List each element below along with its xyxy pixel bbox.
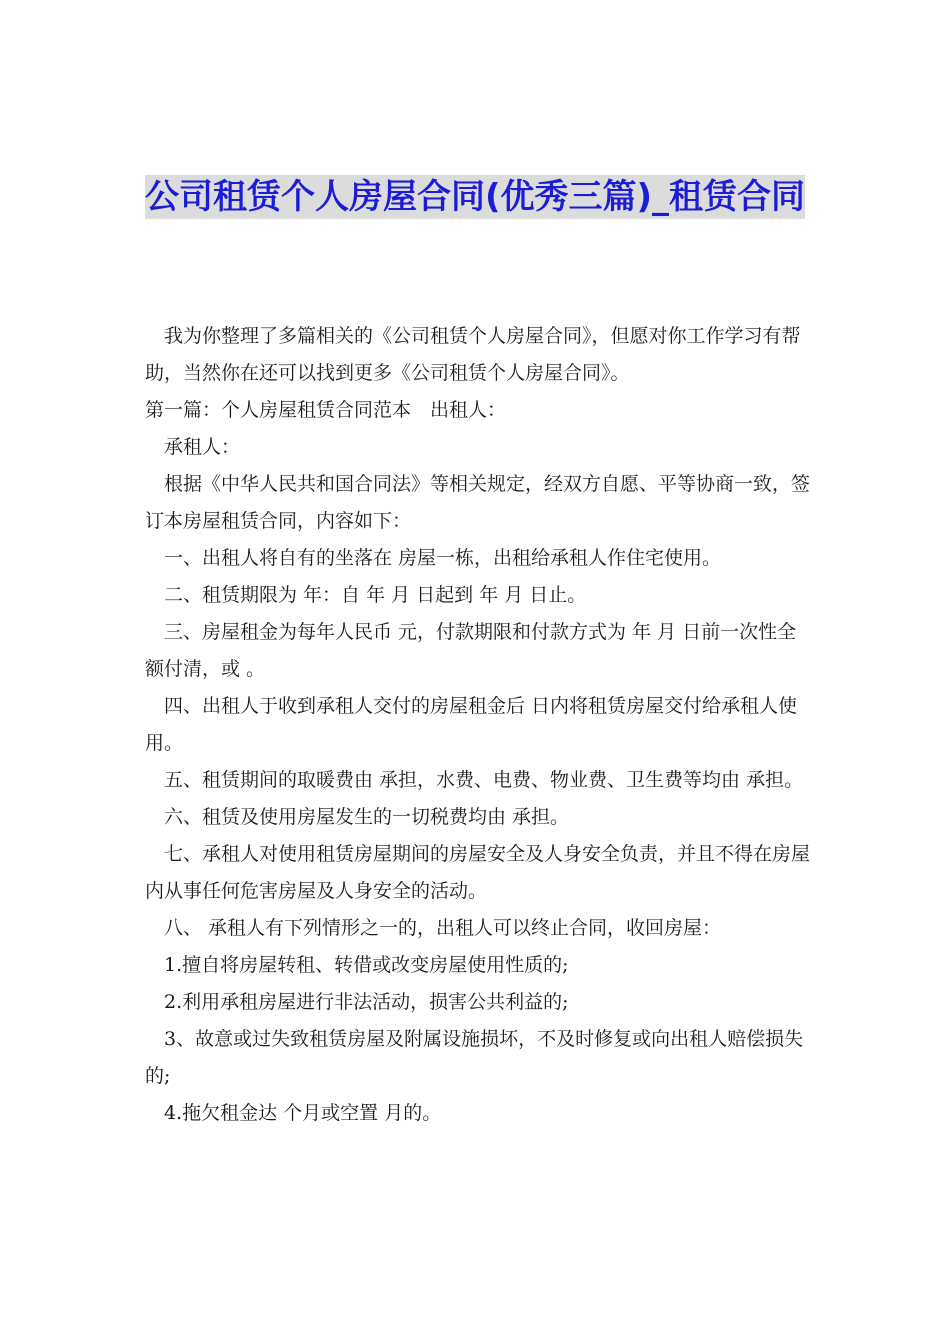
clause-4: 四、出租人于收到承租人交付的房屋租金后 日内将租赁房屋交付给承租人使用。 <box>145 695 798 754</box>
sub-item-2: 2.利用承租房屋进行非法活动，损害公共利益的; <box>164 991 569 1013</box>
clause-1: 一、出租人将自有的坐落在 房屋一栋，出租给承租人作住宅使用。 <box>164 547 722 569</box>
document-title-text: 公司租赁个人房屋合同(优秀三篇)_租赁合同 <box>144 177 806 217</box>
clause-6: 六、租赁及使用房屋发生的一切税费均由 承担。 <box>164 806 570 828</box>
basis-paragraph: 根据《中华人民共和国合同法》等相关规定，经双方自愿、平等协商一致，签订本房屋租赁合同，内容如下： <box>145 473 811 532</box>
document-body <box>145 318 810 1132</box>
tenant-line: 承租人： <box>164 436 241 458</box>
intro-paragraph: 我为你整理了多篇相关的《公司租赁个人房屋合同》，但愿对你工作学习有帮助，当然你在还可以找到更多《公司租赁个人房屋合同》。 <box>145 325 801 384</box>
document-title <box>140 170 810 224</box>
sub-item-4: 4.拖欠租金达 个月或空置 月的。 <box>164 1102 442 1124</box>
sub-item-1: 1.擅自将房屋转租、转借或改变房屋使用性质的; <box>164 954 569 976</box>
sub-item-3: 3、故意或过失致租赁房屋及附属设施损坏，不及时修复或向出租人赔偿损失的; <box>145 1028 804 1087</box>
clause-7: 七、承租人对使用租赁房屋期间的房屋安全及人身安全负责，并且不得在房屋内从事任何危害房屋及人身安全的活动。 <box>145 843 811 902</box>
clause-2: 二、租赁期限为 年：自 年 月 日起到 年 月 日止。 <box>164 584 587 606</box>
clause-5: 五、租赁期间的取暖费由 承担，水费、电费、物业费、卫生费等均由 承担。 <box>164 769 804 791</box>
clause-3: 三、房屋租金为每年人民币 元，付款期限和付款方式为 年 月 日前一次性全额付清，或 。 <box>145 621 797 680</box>
section-heading: 第一篇：个人房屋租赁合同范本 出租人： <box>145 399 507 421</box>
clause-8: 八、 承租人有下列情形之一的，出租人可以终止合同，收回房屋： <box>164 917 722 939</box>
